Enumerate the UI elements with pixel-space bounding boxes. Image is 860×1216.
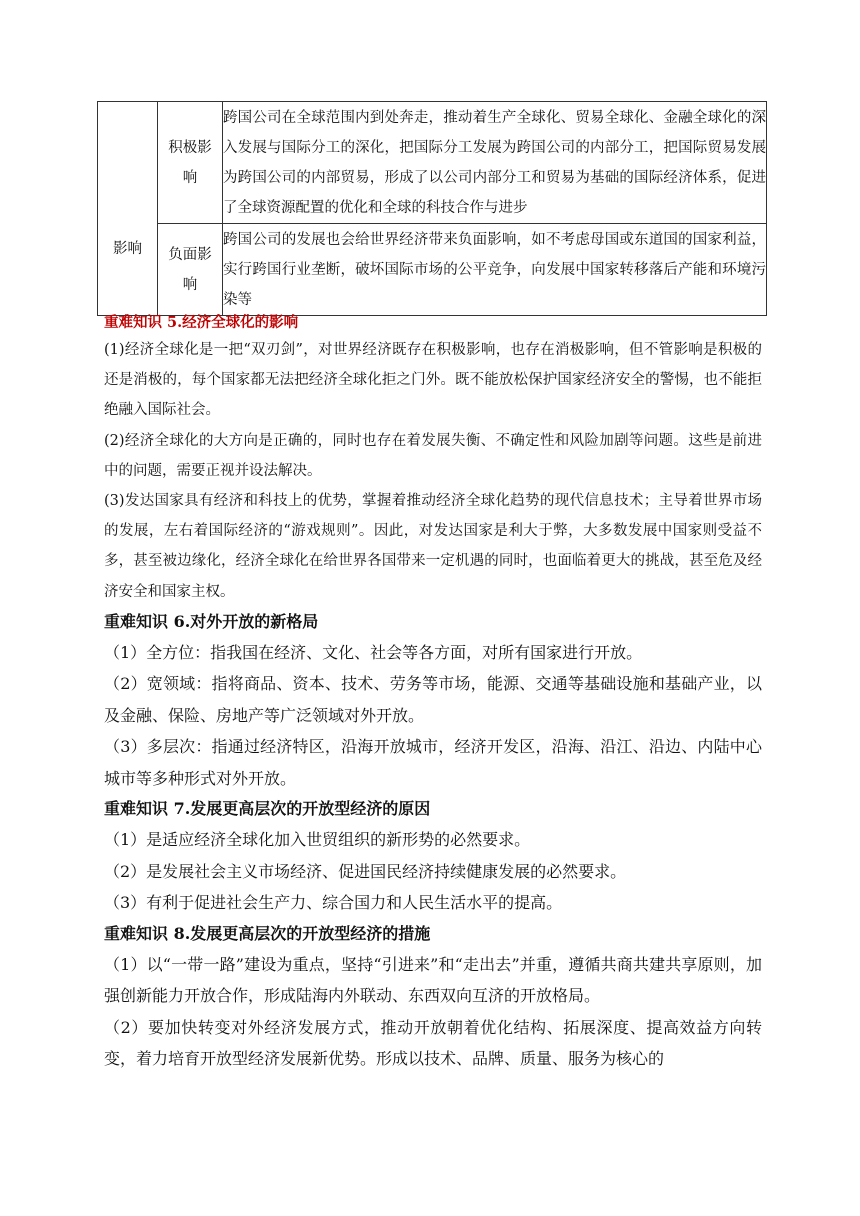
paragraph: （2）要加快转变对外经济发展方式，推动开放朝着优化结构、拓展深度、提高效益方向转变，着力培育开放型经济发展新优势。形成以技术、品牌、质量、服务为核心的 bbox=[104, 1017, 762, 1069]
section-6 bbox=[104, 607, 762, 795]
table-sub-label: 积极影 bbox=[168, 139, 212, 156]
section-7 bbox=[104, 794, 762, 919]
section-title: 重难知识 7.发展更高层次的开放型经济的原因 bbox=[104, 799, 431, 819]
paragraph: (3)发达国家具有经济和科技上的优势，掌握着推动经济全球化趋势的现代信息技术；主导着世界市场的发展，左右着国际经济的“游戏规则”。因此，对发达国家是利大于弊，大多数发展中国家则受益不多，甚至被边缘化，经济全球化在给世界各国带来一定机遇的同时，也面临着更大的挑战，甚至危及经济安全和国家主权。 bbox=[104, 493, 762, 600]
section-5 bbox=[104, 311, 762, 607]
table-sub-label: 响 bbox=[182, 276, 198, 293]
table-sub-label-cell bbox=[158, 224, 223, 316]
influence-table bbox=[97, 101, 767, 316]
table-sub-label-cell bbox=[158, 102, 223, 224]
paragraph: （3）多层次：指通过经济特区，沿海开放城市，经济开发区，沿海、沿江、沿边、内陆中心城市等多种形式对外开放。 bbox=[104, 737, 762, 788]
section-title: 重难知识 5.经济全球化的影响 bbox=[104, 314, 299, 331]
section-title: 重难知识 8.发展更高层次的开放型经济的措施 bbox=[104, 923, 431, 943]
paragraph: （1）是适应经济全球化加入世贸组织的新形势的必然要求。 bbox=[104, 830, 531, 850]
table-sub-label: 响 bbox=[182, 169, 198, 186]
paragraph: （2）是发展社会主义市场经济、促进国民经济持续健康发展的必然要求。 bbox=[104, 861, 627, 881]
paragraph: （3）有利于促进社会生产力、综合国力和人民生活水平的提高。 bbox=[104, 893, 563, 913]
table-text-cell: 跨国公司的发展也会给世界经济带来负面影响，如不考虑母国或东道国的国家利益，实行跨国行业垄断，破坏国际市场的公平竞争，向发展中国家转移落后产能和环境污染等 bbox=[223, 224, 767, 316]
table-text-cell: 跨国公司在全球范围内到处奔走，推动着生产全球化、贸易全球化、金融全球化的深入发展与国际分工的深化，把国际分工发展为跨国公司的内部分工，把国际贸易发展为跨国公司的内部贸易，形成了以公司内部分工和贸易为基础的国际经济体系，促进了全球资源配置的优化和全球的科技合作与进步 bbox=[223, 102, 767, 224]
table-row bbox=[98, 224, 767, 316]
paragraph: （2）宽领域：指将商品、资本、技术、劳务等市场，能源、交通等基础设施和基础产业，以及金融、保险、房地产等广泛领域对外开放。 bbox=[104, 674, 762, 725]
paragraph: (1)经济全球化是一把“双刃剑”，对世界经济既存在积极影响，也存在消极影响，但不管影响是积极的还是消极的，每个国家都无法把经济全球化拒之门外。既不能放松保护国家经济安全的警惕，也不能拒绝融入国际社会。 bbox=[104, 342, 762, 419]
main-content bbox=[104, 311, 762, 1075]
table-main-label-cell bbox=[98, 102, 158, 316]
section-8 bbox=[104, 919, 762, 1075]
paragraph: （1）全方位：指我国在经济、文化、社会等各方面，对所有国家进行开放。 bbox=[104, 642, 643, 662]
table-main-label: 影响 bbox=[113, 240, 142, 257]
table-sub-label: 负面影 bbox=[168, 246, 212, 263]
section-title: 重难知识 6.对外开放的新格局 bbox=[104, 611, 319, 631]
table-row bbox=[98, 102, 767, 224]
paragraph: （1）以“一带一路”建设为重点，坚持“引进来”和“走出去”并重，遵循共商共建共享原则，加强创新能力开放合作，形成陆海内外联动、东西双向互济的开放格局。 bbox=[104, 954, 762, 1006]
paragraph: (2)经济全球化的大方向是正确的，同时也存在着发展失衡、不确定性和风险加剧等问题。这些是前进中的问题，需要正视并设法解决。 bbox=[104, 432, 762, 479]
